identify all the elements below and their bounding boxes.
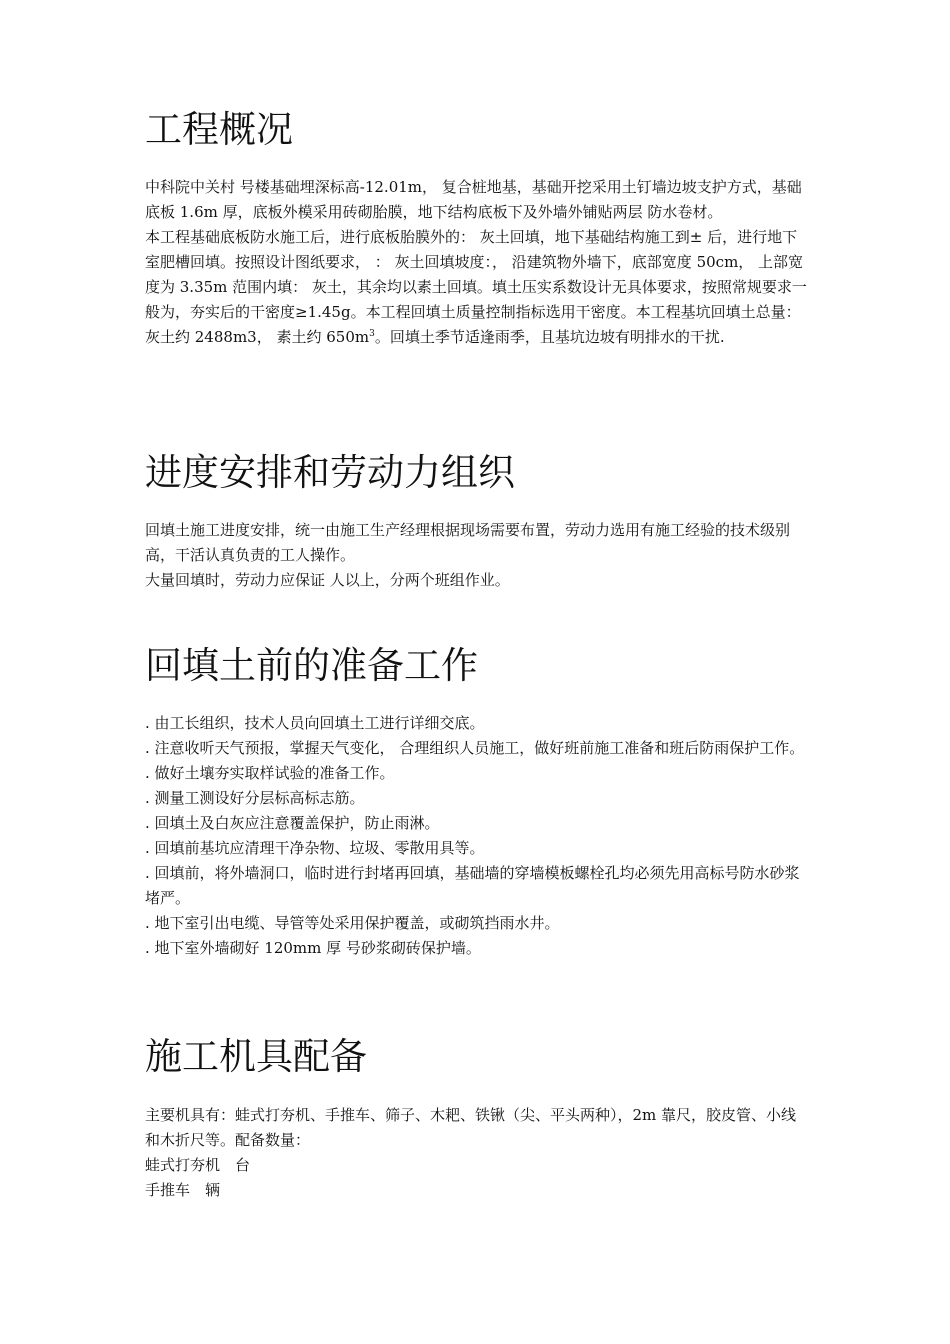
list-item: . 地下室引出电缆、导管等处采用保护覆盖，或砌筑挡雨水井。 — [145, 914, 560, 932]
paragraph: 蛙式打夯机 台 — [145, 1156, 251, 1174]
paragraph: 手推车 辆 — [145, 1181, 221, 1199]
section-heading-schedule: 进度安排和劳动力组织 — [145, 451, 515, 494]
paragraph: 大量回填时，劳动力应保证 人以上，分两个班组作业。 — [145, 571, 510, 589]
list-item: . 注意收听天气预报，掌握天气变化， 合理组织人员施工，做好班前施工准备和班后防雨保护工作。 — [145, 739, 805, 757]
paragraph: 主要机具有：蛙式打夯机、手推车、筛子、木耙、铁锹（尖、平头两种），2m 靠尺，胶皮管、小线和木折尺等。配备数量： — [145, 1106, 797, 1149]
list-item: . 做好土壤夯实取样试验的准备工作。 — [145, 764, 395, 782]
section-body-overview — [145, 175, 810, 350]
list-item: . 地下室外墙砌好 120mm 厚 号砂浆砌砖保护墙。 — [145, 939, 481, 957]
section-body-schedule — [145, 518, 810, 593]
list-item: . 回填前，将外墙洞口，临时进行封堵再回填，基础墙的穿墙模板螺栓孔均必须先用高标号防水砂浆堵严。 — [145, 864, 800, 907]
section-body-preparation — [145, 711, 810, 961]
paragraph: 本工程基础底板防水施工后，进行底板胎膜外的： 灰土回填，地下基础结构施工到± 后，进行地下室肥槽回填。按照设计图纸要求， ： 灰土回填坡度：， 沿建筑物外墙下，底部宽度 50cm， 上部宽度为 3.35m 范围内填： 灰土，其余均以素土回填。填土压实系数设计无具体要求，按照常规要求一般为，夯实后的干密度≥1.45g。本工程回填土质量控制指标选用干密度。本工程基坑回填土总量：灰土约 2488m3， 素土约 $650m^3$。回填土季节适逢雨季，且基坑边坡有明排水的干扰. — [145, 228, 807, 346]
list-item: . 回填前基坑应清理干净杂物、垃圾、零散用具等。 — [145, 839, 485, 857]
superscript: 3 — [369, 329, 375, 339]
paragraph: 中科院中关村 号楼基础埋深标高-12.01m， 复合桩地基，基础开挖采用土钉墙边坡支护方式，基础底板 1.6m 厚，底板外模采用砖砌胎膜，地下结构底板下及外墙外铺贴两层 防水卷材。 — [145, 178, 802, 221]
section-heading-equipment: 施工机具配备 — [145, 1035, 367, 1078]
list-item: . 回填土及白灰应注意覆盖保护，防止雨淋。 — [145, 814, 440, 832]
section-body-equipment — [145, 1103, 810, 1203]
paragraph: 回填土施工进度安排，统一由施工生产经理根据现场需要布置，劳动力选用有施工经验的技术级别高，干活认真负责的工人操作。 — [145, 521, 791, 564]
list-item: . 测量工测设好分层标高标志筋。 — [145, 789, 365, 807]
section-heading-preparation: 回填土前的准备工作 — [145, 644, 478, 687]
section-heading-overview: 工程概况 — [145, 108, 293, 151]
list-item: . 由工长组织，技术人员向回填土工进行详细交底。 — [145, 714, 485, 732]
